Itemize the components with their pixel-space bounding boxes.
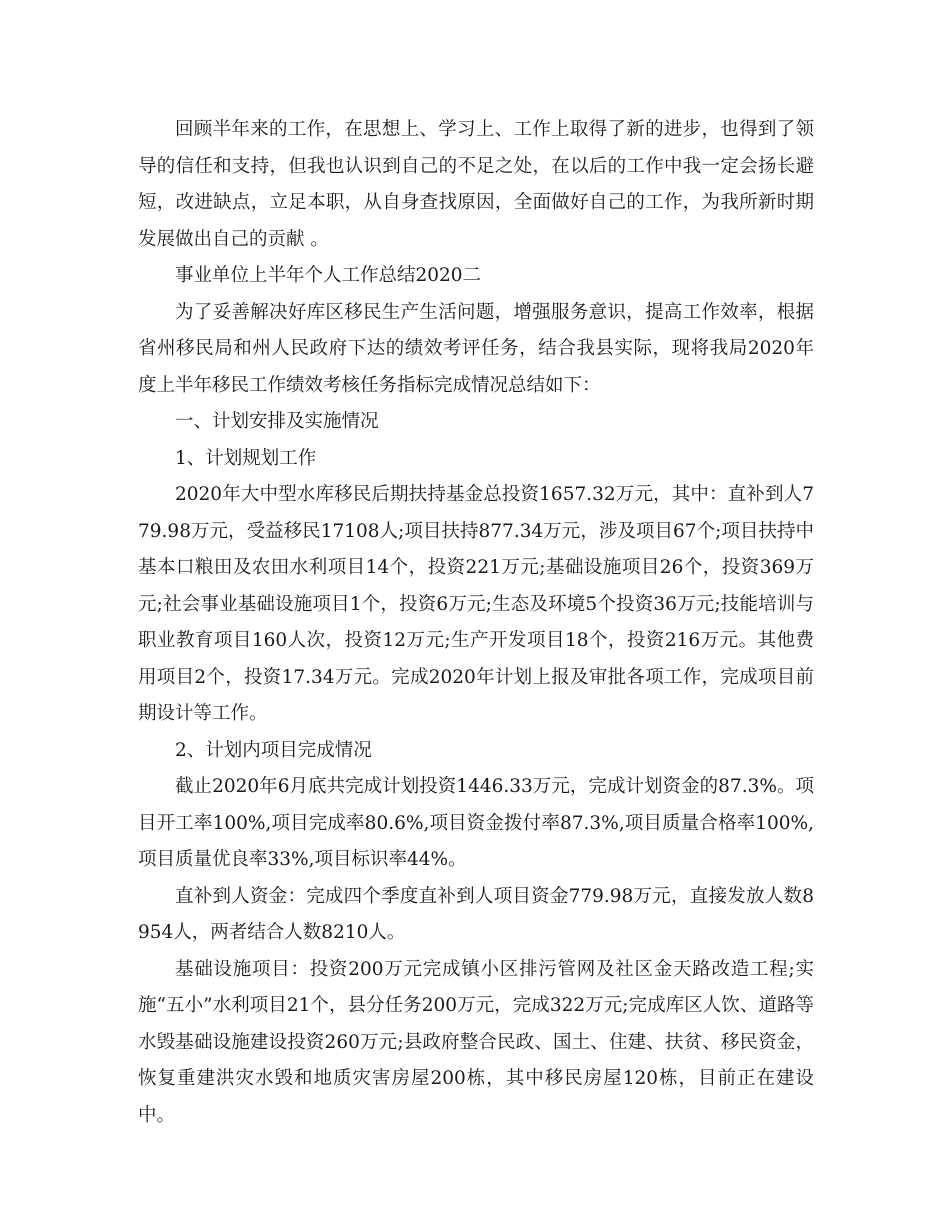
heading-project-completion: 2、计划内项目完成情况 xyxy=(175,739,372,761)
document-body xyxy=(138,112,814,1134)
heading-plan-work: 1、计划规划工作 xyxy=(175,447,317,469)
paragraph-section-title: 事业单位上半年个人工作总结2020二 xyxy=(175,265,482,286)
paragraph-investment-details: 2020年大中型水库移民后期扶持基金总投资1657.32万元，其中：直补到人779.98万元，受益移民17108人;项目扶持877.34万元，涉及项目67个;项目扶持中基本口粮田及农田水利项目14个，投资221万元;基础设施项目26个，投资369万元;社会事业基础设施项目1个，投资6万元;生态及环境5个投资36万元;技能培训与职业教育项目160人次，投资12万元;生产开发项目18个，投资216万元。其他费用项目2个，投资17.34万元。完成2020年计划上报及审批各项工作，完成项目前期设计等工作。 xyxy=(138,484,814,724)
heading-plan-implementation: 一、计划安排及实施情况 xyxy=(175,411,379,432)
paragraph-infrastructure: 基础设施项目：投资200万元完成镇小区排污管网及社区金天路改造工程;实施“五小”水利项目21个，县分任务200万元，完成322万元;完成库区人饮、道路等水毁基础设施建设投资260万元;县政府整合民政、国土、住建、扶贫、移民资金，恢复重建洪灾水毁和地质灾害房屋200栋，其中移民房屋120栋，目前正在建设中。 xyxy=(138,958,814,1126)
paragraph-review-summary: 回顾半年来的工作，在思想上、学习上、工作上取得了新的进步，也得到了领导的信任和支持，但我也认识到自己的不足之处，在以后的工作中我一定会扬长避短，改进缺点，立足本职，从自身查找原因，全面做好自己的工作，为我所新时期发展做出自己的贡献 。 xyxy=(138,119,814,250)
paragraph-direct-subsidy: 直补到人资金：完成四个季度直补到人项目资金779.98万元，直接发放人数8954人，两者结合人数8210人。 xyxy=(138,885,814,943)
paragraph-completion-rates: 截止2020年6月底共完成计划投资1446.33万元，完成计划资金的87.3%。项目开工率100%,项目完成率80.6%,项目资金拨付率87.3%,项目质量合格率100%,项目质量优良率33%,项目标识率44%。 xyxy=(138,776,814,870)
paragraph-introduction: 为了妥善解决好库区移民生产生活问题，增强服务意识，提高工作效率，根据省州移民局和州人民政府下达的绩效考评任务，结合我县实际，现将我局2020年度上半年移民工作绩效考核任务指标完成情况总结如下： xyxy=(138,301,814,396)
